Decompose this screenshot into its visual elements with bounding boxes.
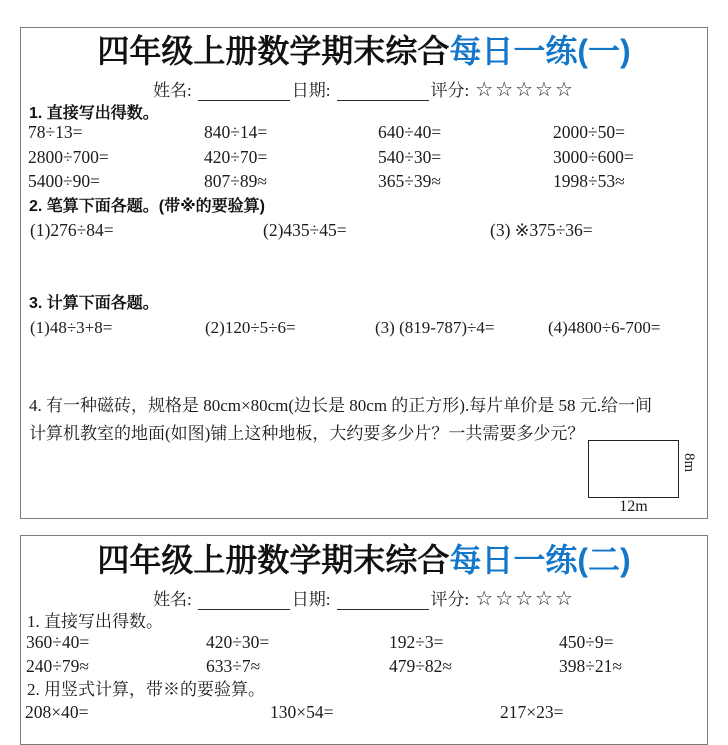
problem-cell: 360÷40=	[26, 632, 90, 652]
problem-cell: (3) ※375÷36=	[490, 220, 593, 240]
worksheet-2-header-row	[21, 589, 707, 610]
name-label: 姓名:	[153, 81, 192, 100]
problem-cell: 2000÷50=	[553, 122, 625, 142]
problem-cell: 2800÷700=	[28, 146, 109, 167]
word-problem-line-1: 4. 有一种磁砖，规格是 80cm×80cm(边长是 80cm 的正方形).每片单价是 58 元.给一间	[29, 396, 652, 415]
problem-cell: 807÷89≈	[204, 171, 267, 191]
s2-section1-heading: 1. 直接写出得数。	[27, 612, 163, 631]
problem-cell: 208×40=	[25, 702, 89, 722]
s1-section1-problem-grid	[28, 120, 703, 194]
name-label: 姓名:	[153, 590, 192, 609]
problem-cell: 633÷7≈	[206, 656, 261, 676]
score-stars: ☆☆☆☆☆	[475, 588, 575, 610]
floor-plan-rectangle	[588, 440, 679, 498]
rect-width-label: 12m	[619, 498, 648, 515]
worksheet-1-title	[21, 33, 707, 69]
title-main-text: 四年级上册数学期末综合	[97, 33, 450, 69]
date-label: 日期:	[291, 81, 331, 100]
name-blank-line	[198, 82, 290, 101]
worksheet-1-card	[20, 27, 708, 519]
problem-cell: 365÷39≈	[378, 171, 441, 191]
s1-section4-word-problem	[29, 392, 703, 447]
problem-cell: 420÷30=	[206, 632, 270, 652]
problem-cell: 240÷79≈	[26, 656, 89, 676]
problem-cell: 540÷30=	[378, 146, 442, 167]
score-label: 评分:	[430, 81, 470, 100]
score-label: 评分:	[430, 590, 470, 609]
problem-cell: 398÷21≈	[559, 656, 622, 676]
name-blank-line	[198, 591, 290, 610]
title-main-text: 四年级上册数学期末综合	[97, 542, 450, 578]
problem-cell: 640÷40=	[378, 122, 442, 142]
s2-section2-heading: 2. 用竖式计算，带※的要验算。	[27, 680, 265, 699]
problem-cell: 78÷13=	[28, 122, 83, 142]
s2-section2-problem-row	[25, 700, 703, 725]
problem-cell: (1)48÷3+8=	[30, 318, 113, 337]
problem-cell: (2)120÷5÷6=	[205, 318, 296, 337]
s1-section1-heading: 1. 直接写出得数。	[29, 105, 159, 122]
problem-cell: (2)435÷45=	[263, 220, 347, 240]
problem-cell: 479÷82≈	[389, 656, 452, 676]
worksheet-1-header-row	[21, 80, 707, 101]
problem-cell: 420÷70=	[204, 146, 268, 167]
word-problem-line-2: 计算机教室的地面(如图)铺上这种地板，大约要多少片？一共需要多少元？	[29, 423, 585, 443]
s1-section2-problem-row	[30, 218, 703, 243]
problem-cell: 192÷3=	[389, 632, 444, 652]
problem-cell: 130×54=	[270, 702, 334, 722]
rect-height-label: 8m	[681, 453, 697, 473]
problem-cell: 217×23=	[500, 702, 564, 722]
problem-cell: (4)4800÷6-700=	[548, 318, 661, 337]
s1-section2-heading: 2. 笔算下面各题。(带※的要验算)	[29, 198, 266, 215]
problem-cell: 3000÷600=	[553, 146, 634, 167]
score-stars: ☆☆☆☆☆	[475, 79, 575, 101]
s2-section1-problem-grid	[26, 630, 703, 678]
title-accent-text: 每日一练(一)	[449, 33, 631, 69]
date-blank-line	[337, 82, 429, 101]
worksheet-2-card	[20, 535, 708, 745]
problem-cell: (1)276÷84=	[30, 220, 114, 240]
problem-cell: 1998÷53≈	[553, 171, 625, 191]
s1-section3-heading: 3. 计算下面各题。	[29, 295, 159, 312]
problem-cell: 5400÷90=	[28, 171, 100, 191]
worksheet-2-title	[21, 542, 707, 578]
problem-cell: 840÷14=	[204, 122, 268, 142]
title-accent-text: 每日一练(二)	[449, 542, 631, 578]
date-blank-line	[337, 591, 429, 610]
date-label: 日期:	[291, 590, 331, 609]
s1-section3-problem-row	[30, 315, 703, 340]
problem-cell: (3) (819-787)÷4=	[375, 318, 495, 337]
problem-cell: 450÷9=	[559, 632, 614, 652]
